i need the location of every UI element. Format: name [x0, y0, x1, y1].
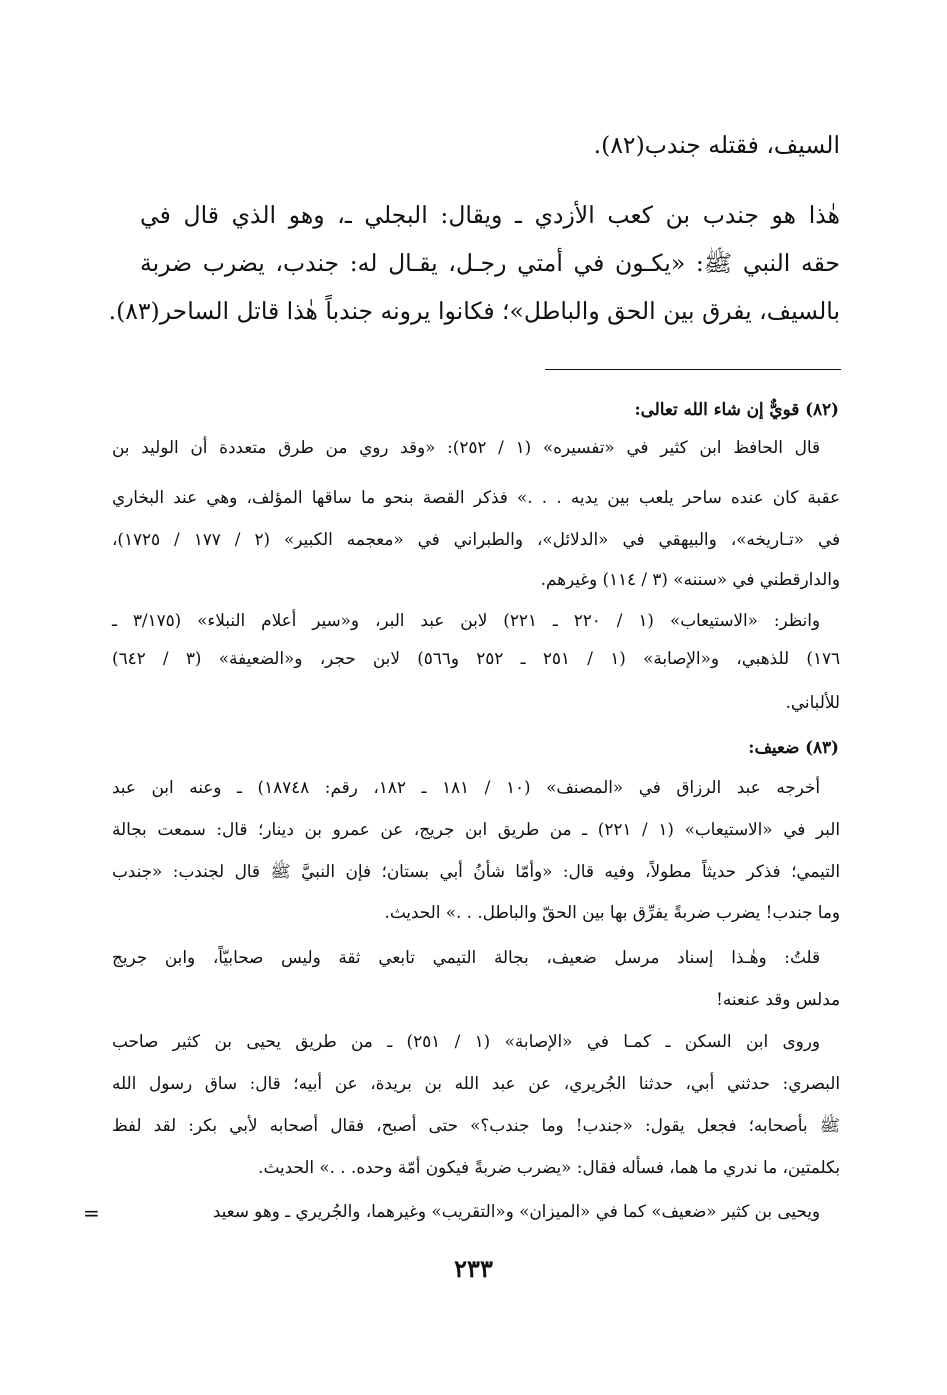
footnote-line: قال الحافظ ابن كثير في «تفسيره» (١ / ٢٥٢): «وقد روي من طرق متعددة أن الوليد بن — [112, 437, 820, 457]
footnote-line: بكلمتين، ما ندري ما هما، فسأله فقال: «يضرب ضربةً فيكون أمّة وحده. . .» الحديث. — [258, 1157, 840, 1177]
footnote-line: وانظر: «الاستيعاب» (١ / ٢٢٠ ـ ٢٢١) لابن عبد البر، و«سير أعلام النبلاء» (٣/١٧٥ ـ — [112, 610, 820, 630]
footnote-line: ويحيى بن كثير «ضعيف» كما في «الميزان» و«التقريب» وغيرهما، والجُريري ـ وهو سعيد — [212, 1201, 820, 1221]
footnote-line: ﷺ بأصحابه؛ فجعل يقول: «جندب! وما جندب؟» حتى أصبح، فقال أصحابه لأبي بكر: لقد لفظ — [112, 1115, 840, 1135]
footnote-line: ١٧٦) للذهبي، و«الإصابة» (١ / ٢٥١ ـ ٢٥٢ و٥٦٦) لابن حجر، و«الضعيفة» (٣ / ٦٤٢) — [112, 648, 840, 668]
footnote-line: قلتُ: وهٰـذا إسناد مرسل ضعيف، بجالة التيمي تابعي ثقة وليس صحابيّاً، وابن جريج — [112, 947, 820, 967]
footnote-line: أخرجه عبد الرزاق في «المصنف» (١٠ / ١٨١ ـ ١٨٢، رقم: ١٨٧٤٨) ـ وعنه ابن عبد — [112, 777, 820, 797]
main-text-line: السيف، فقتله جندب(٨٢). — [593, 131, 840, 159]
footnote-line: التيمي؛ فذكر حديثاً مطولاً، وفيه قال: «وأمّا شأنُ أبي بستان؛ فإن النبيَّ ﷺ قال لجندب: «جندب — [112, 861, 840, 881]
footnote-divider — [545, 369, 841, 370]
continuation-mark: = — [83, 1201, 100, 1225]
footnote-line: والدارقطني في «سننه» (٣ / ١١٤) وغيرهم. — [540, 569, 840, 589]
main-text-line: حقه النبي ﷺ: «يكـون في أمتي رجـل، يقـال له: جندب، يضرب ضربة — [140, 249, 840, 277]
footnote-heading: (٨٢) قويٌّ إن شاء الله تعالى: — [634, 399, 839, 419]
footnote-line: البر في «الاستيعاب» (١ / ٢٢١) ـ من طريق ابن جريج، عن عمرو بن دينار؛ قال: سمعت بجالة — [112, 819, 840, 839]
footnote-line: البصري: حدثني أبي، حدثنا الجُريري، عن عبد الله بن بريدة، عن أبيه؛ قال: ساق رسول الله — [112, 1073, 840, 1093]
footnote-line: وما جندب! يضرب ضربةً يفرِّق بها بين الحقّ والباطل. . .» الحديث. — [384, 902, 840, 922]
footnote-line: في «تـاريخه»، والبيهقي في «الدلائل»، والطبراني في «معجمه الكبير» (٢ / ١٧٧ / ١٧٢٥)، — [112, 529, 840, 549]
footnote-line: مدلس وقد عنعنه! — [716, 989, 840, 1009]
footnote-line: عقبة كان عنده ساحر يلعب بين يديه . . .» فذكر القصة بنحو ما ساقها المؤلف، وهي عند البخاري — [112, 487, 840, 507]
main-text-line: هٰذا هو جندب بن كعب الأزدي ـ ويقال: البجلي ـ، وهو الذي قال في — [140, 201, 840, 229]
main-text-line: بالسيف، يفرق بين الحق والباطل»؛ فكانوا يرونه جندباً هٰذا قاتل الساحر(٨٣). — [108, 297, 840, 325]
footnote-line: للألباني. — [785, 692, 840, 712]
footnote-heading: (٨٣) ضعيف: — [748, 737, 839, 757]
page-number: ٢٣٣ — [454, 1254, 493, 1283]
footnote-line: وروى ابن السكن ـ كمـا في «الإصابة» (١ / ٢٥١) ـ من طريق يحيى بن كثير صاحب — [112, 1031, 820, 1051]
